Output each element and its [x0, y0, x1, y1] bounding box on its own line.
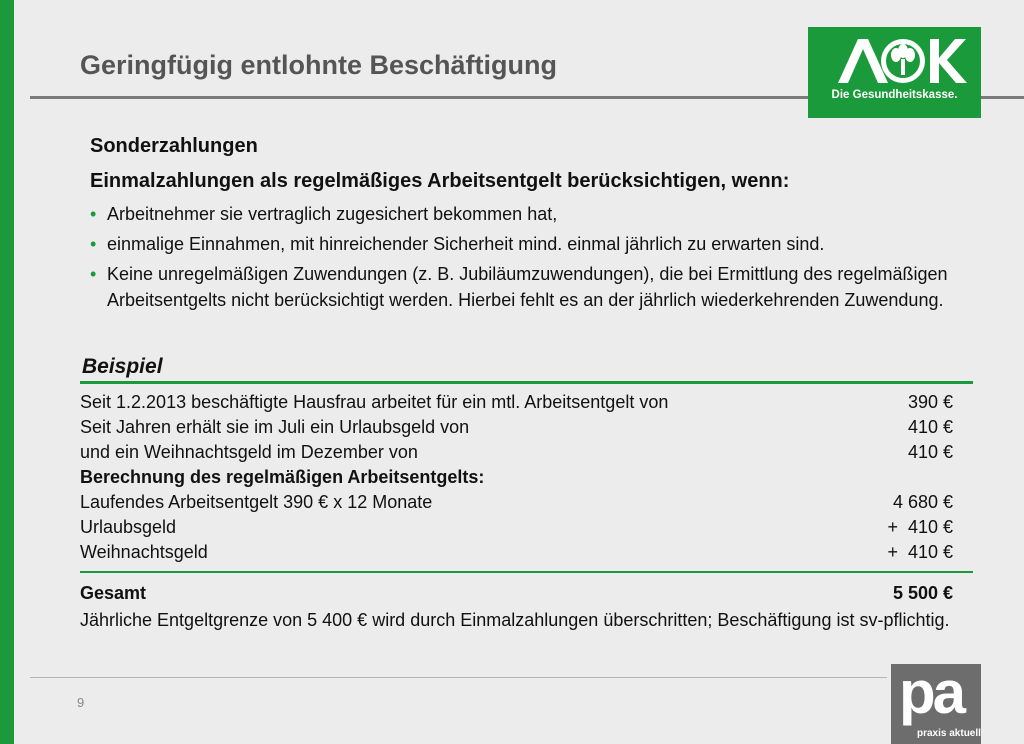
table-row — [80, 440, 953, 465]
conclusion-note: Jährliche Entgeltgrenze von 5 400 € wird durch Einmalzahlungen überschritten; Beschäftigung ist sv-pflichtig. — [80, 610, 950, 630]
total-row — [80, 581, 953, 606]
table-row — [80, 415, 953, 440]
row-label: Seit 1.2.2013 beschäftigte Hausfrau arbeitet für ein mtl. Arbeitsentgelt von — [80, 392, 669, 412]
sum-divider — [80, 571, 973, 573]
page-number: 9 — [77, 695, 85, 710]
table-row — [80, 540, 953, 565]
row-amount: 410 € — [907, 417, 953, 437]
aok-logo-subtitle: Die Gesundheitskasse. — [831, 89, 958, 101]
row-label: Seit Jahren erhält sie im Juli ein Urlaubsgeld von — [80, 417, 470, 437]
section-subheading: Einmalzahlungen als regelmäßiges Arbeitsentgelt berücksichtigen, wenn: — [90, 170, 790, 192]
section-heading: Sonderzahlungen — [90, 135, 258, 157]
row-amount: 4 680 € — [892, 492, 953, 512]
pa-logo-subtitle: praxis aktuell — [917, 728, 981, 739]
page-title: Geringfügig entlohnte Beschäftigung — [80, 50, 557, 80]
total-label: Gesamt — [80, 583, 147, 603]
table-row — [80, 515, 953, 540]
list-item: • einmalige Einnahmen, mit hinreichender Sicherheit mind. einmal jährlich zu erwarten sind. — [90, 231, 970, 257]
aok-logo — [808, 27, 981, 118]
calculation-table — [80, 390, 953, 565]
row-label: Laufendes Arbeitsentgelt 390 € x 12 Monate — [80, 492, 433, 512]
row-label: Berechnung des regelmäßigen Arbeitsentgelts: — [80, 467, 485, 487]
table-row — [80, 390, 953, 415]
left-accent-bar — [0, 0, 14, 744]
total-amount: 5 500 € — [892, 583, 953, 603]
table-row — [80, 490, 953, 515]
condition-list — [90, 201, 970, 317]
table-row — [80, 465, 953, 490]
row-label: und ein Weihnachtsgeld im Dezember von — [80, 442, 418, 462]
row-label: Weihnachtsgeld — [80, 542, 208, 562]
praxis-aktuell-logo — [891, 659, 981, 744]
row-amount: 410 € — [907, 442, 953, 462]
list-item: • Arbeitnehmer sie vertraglich zugesichert bekommen hat, — [90, 201, 970, 227]
pa-logo-mark: pa — [899, 659, 964, 726]
list-item: • Keine unregelmäßigen Zuwendungen (z. B. Jubiläumzuwendungen), die bei Ermittlung des regelmäßigen Arbeitsentgelts nicht berücksichtigt werden. Hierbei fehlt es an der jährlich wiederkehrenden Zuwendung. — [90, 261, 970, 313]
row-amount: + 410 € — [887, 542, 953, 562]
row-amount: 390 € — [907, 392, 953, 412]
row-label: Urlaubsgeld — [80, 517, 177, 537]
example-divider — [80, 381, 973, 384]
row-amount: + 410 € — [887, 517, 953, 537]
example-title: Beispiel — [82, 355, 163, 378]
footer-divider — [30, 677, 887, 678]
aok-wordmark-icon — [808, 27, 981, 89]
